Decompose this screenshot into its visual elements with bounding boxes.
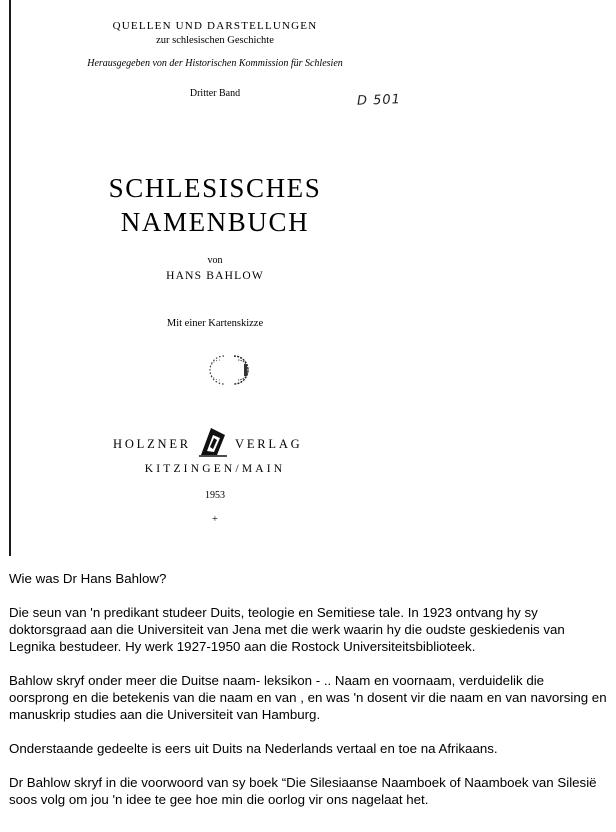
paragraph-2	[9, 672, 613, 723]
paragraph-line: Die seun van 'n predikant studeer Duits, teologie en Semitiese tale. In 1923 ontvang hy sy	[9, 605, 538, 620]
series-title: QUELLEN UND DARSTELLUNGEN	[112, 20, 318, 32]
paragraph-line: Legnika bestudeer. Hy werk 1927-1950 aan die Rostock Universiteitsbiblioteek.	[9, 639, 476, 654]
paragraph-line: manuskrip studies aan die Universiteit van Hamburg.	[9, 707, 321, 722]
by-word: von	[207, 255, 223, 266]
book-title-line-2: NAMENBUCH	[120, 207, 310, 237]
handwritten-note: D 501	[356, 92, 402, 109]
library-stamp-icon	[198, 350, 260, 390]
paragraph-1	[9, 604, 613, 655]
publication-place: KITZINGEN/MAIN	[144, 463, 286, 475]
publisher-name-left: HOLZNER	[113, 437, 191, 451]
article-heading: Wie was Dr Hans Bahlow?	[9, 571, 167, 586]
book-title-line-1: SCHLESISCHES	[108, 173, 322, 203]
paragraph-line: doktorsgraad aan die Universiteit van Jena met die werk waarin hy die oudste geskiedenis van	[9, 622, 565, 637]
paragraph-line: soos volg om jou 'n idee te gee hoe min die oorlog vir ons nagelaat het.	[9, 792, 429, 807]
paragraph-line: Dr Bahlow skryf in die voorwoord van sy boek “Die Silesiaanse Naamboek of Naamboek van Silesië	[9, 775, 597, 790]
paragraph-line: Bahlow skryf onder meer die Duitse naam- leksikon - .. Naam en voornaam, verduidelik die	[9, 673, 545, 688]
author-name: HANS BAHLOW	[166, 270, 264, 282]
supplement-note: Mit einer Kartenskizze	[166, 318, 264, 329]
publisher-logo-icon	[197, 425, 229, 459]
series-subtitle: zur schlesischen Geschichte	[156, 35, 274, 46]
paragraph-4	[9, 774, 613, 808]
printer-mark: +	[212, 514, 218, 525]
paragraph-line: Onderstaande gedeelte is eers uit Duits na Nederlands vertaal en toe na Afrikaans.	[9, 741, 498, 756]
edited-by-line: Herausgegeben von der Historischen Kommission für Schlesien	[87, 58, 343, 69]
publication-year: 1953	[205, 490, 225, 501]
paragraph-line: oorsprong en die betekenis van die naam en van , en was 'n dosent vir die naam en van navorsing en	[9, 690, 607, 705]
article-text	[9, 570, 613, 808]
volume-label: Dritter Band	[189, 88, 241, 99]
paragraph-3	[9, 740, 613, 757]
publisher-name-right: VERLAG	[235, 437, 303, 451]
publisher-row	[0, 425, 430, 461]
